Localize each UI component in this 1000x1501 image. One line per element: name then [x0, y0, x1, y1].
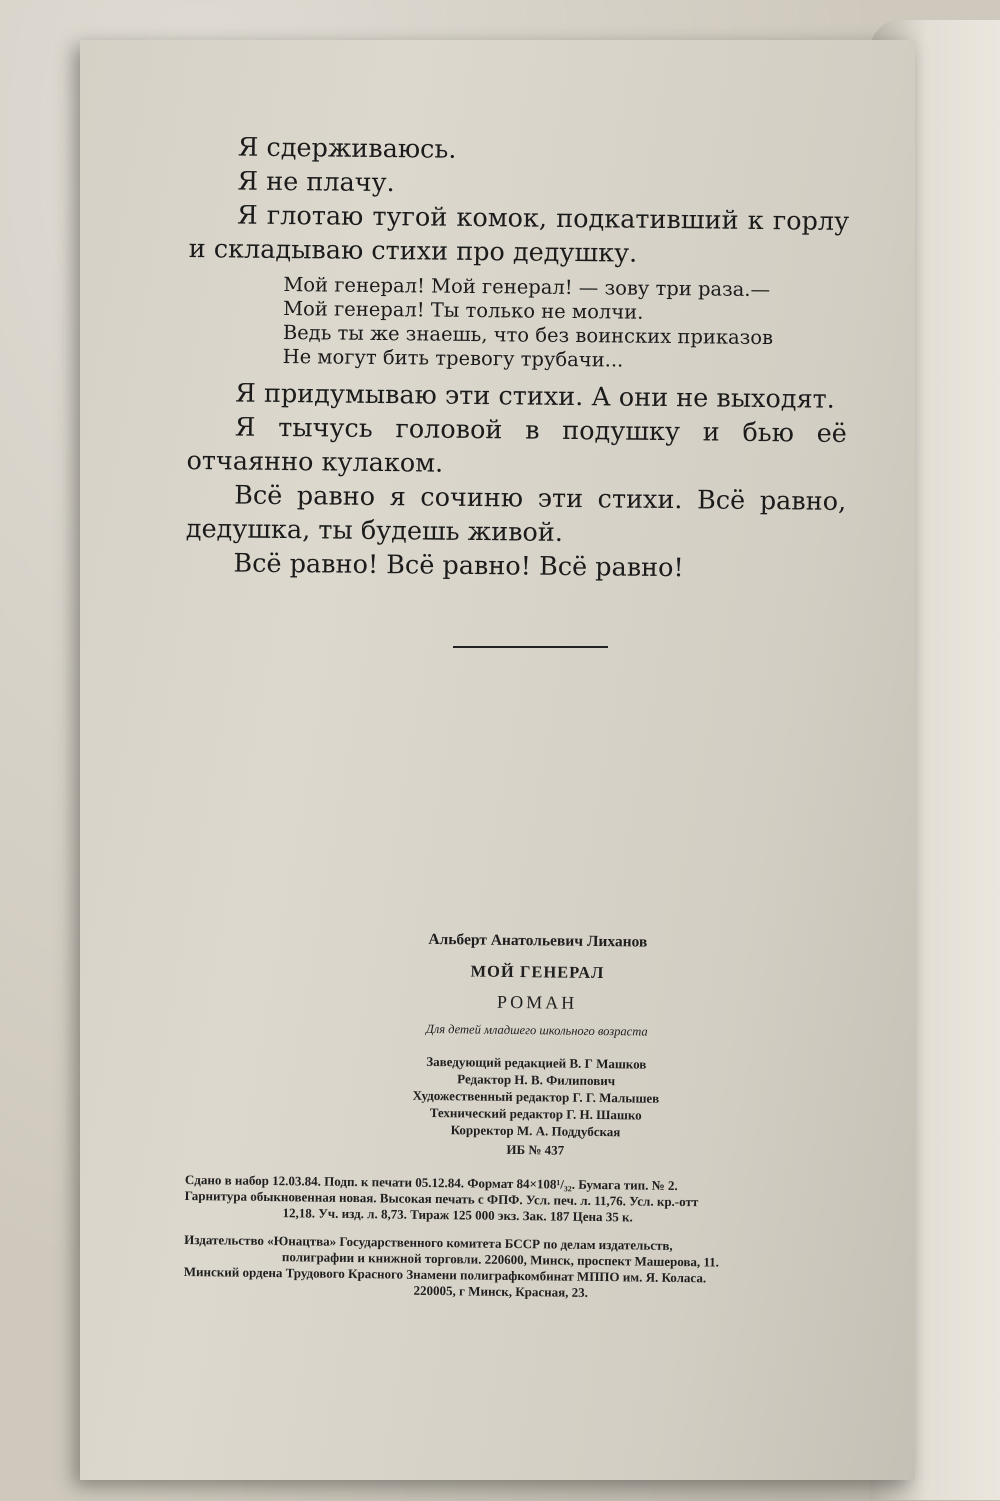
poem — [283, 273, 849, 375]
imprint-line: Сдано в набор 12.03.84. Подп. к печати 05.12.84. Формат 84×108¹/₃₂. Бумага тип. № 2. — [184, 1171, 678, 1194]
poem-line: Мой генерал! Ты только не молчи. — [283, 296, 644, 324]
print-imprint — [184, 1172, 885, 1305]
ib-number: ИБ № 437 — [506, 1141, 565, 1158]
credit-line: Редактор Н. В. Филипович — [457, 1071, 616, 1089]
paragraph: Я сдерживаюсь. — [237, 132, 457, 165]
section-divider — [453, 646, 608, 648]
editorial-credits — [345, 1052, 726, 1161]
credit-line: Технический редактор Г. Н. Шашко — [429, 1104, 642, 1123]
book-title: МОЙ ГЕНЕРАЛ — [470, 961, 605, 983]
publisher-info — [184, 1232, 885, 1305]
paragraph: Я тычусь головой в подушку и бью её отчаянно кулаком. — [186, 412, 848, 479]
main-text — [185, 130, 850, 587]
credit-line: Заведующий редакцией В. Г Машков — [426, 1053, 647, 1072]
author-name: Альберт Анатольевич Лиханов — [428, 930, 648, 951]
paragraph: Я глотаю тугой комок, подкативший к горлу и складываю стихи про дедушку. — [188, 200, 850, 269]
colophon — [184, 928, 888, 1305]
publisher-line: Минский ордена Трудового Красного Знамени полиграфкомбинат МППО им. Я. Коласа. — [183, 1263, 707, 1286]
paragraph: Всё равно! Всё равно! Всё равно! — [233, 548, 684, 584]
publisher-line: Издательство «Юнацтва» Государственного комитета БССР по делам издательств, — [184, 1231, 673, 1253]
publisher-line: полиграфии и книжной торговли. 220600, Минск, проспект Машерова, 11. — [281, 1249, 720, 1270]
imprint-line: Гарнитура обыкновенная новая. Высокая печать с ФПФ. Усл. печ. л. 11,76. Усл. кр.-отт — [184, 1187, 699, 1210]
credit-line: Художественный редактор Г. Г. Малышев — [412, 1087, 660, 1106]
paragraph: Я не плачу. — [237, 166, 395, 199]
poem-line: Ведь ты же знаешь, что без воинских приказов — [282, 320, 774, 350]
poem-line: Не могут бить тревогу трубачи... — [282, 344, 624, 372]
book-genre: РОМАН — [496, 991, 578, 1013]
publisher-line: 220005, г Минск, Красная, 23. — [413, 1282, 589, 1300]
credit-line: Корректор М. А. Поддубская — [450, 1122, 621, 1140]
poem-line: Мой генерал! Мой генерал! — зову три раза.— — [283, 272, 771, 302]
imprint-line: 12,18. Уч. изд. л. 8,73. Тираж 125 000 экз. Зак. 187 Цена 35 к. — [282, 1205, 633, 1225]
paragraph: Всё равно я сочиню эти стихи. Всё равно, дедушка, ты будешь живой. — [185, 480, 847, 548]
paragraph: Я придумываю эти стихи. А они не выходят. — [235, 378, 835, 415]
audience-note: Для детей младшего школьного возраста — [425, 1021, 648, 1039]
